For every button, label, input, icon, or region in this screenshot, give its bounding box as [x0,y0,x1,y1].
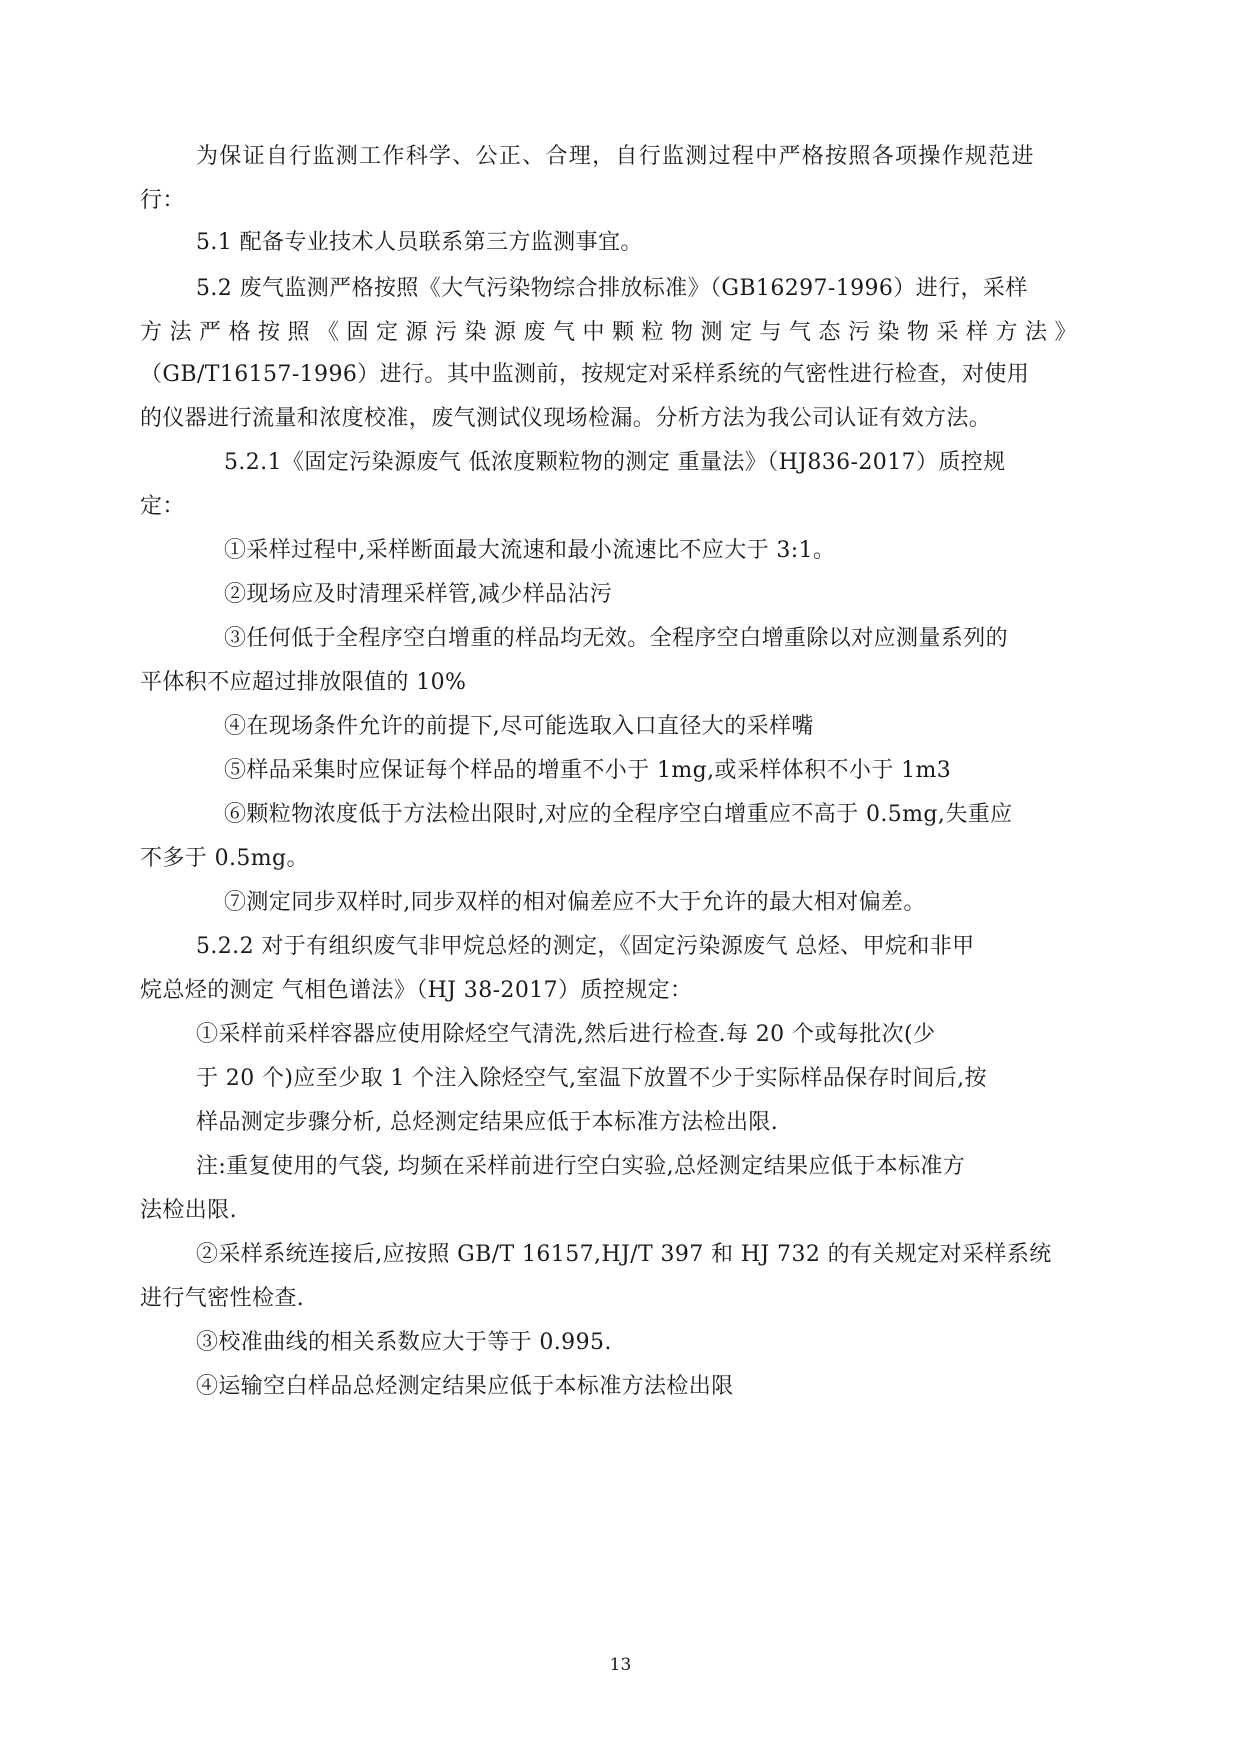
paragraph-line: 行： [140,188,185,213]
paragraph-line: 法检出限. [140,1198,237,1223]
paragraph-line: 5.2.1《固定污染源废气 低浓度颗粒物的测定 重量法》（HJ836-2017）质控规 [224,450,1006,475]
paragraph-line: ④运输空白样品总烃测定结果应低于本标准方法检出限 [196,1374,734,1399]
paragraph-line: ⑦测定同步双样时,同步双样的相对偏差应不大于允许的最大相对偏差。 [224,890,926,915]
paragraph-line: ②采样系统连接后,应按照 GB/T 16157,HJ/T 397 和 HJ 732 的有关规定对采样系统 [196,1242,1052,1267]
paragraph-line: 进行气密性检查. [140,1286,305,1311]
paragraph-line: ①采样前采样容器应使用除烃空气清洗,然后进行检查.每 20 个或每批次(少 [196,1022,936,1047]
paragraph-line: 定： [140,494,185,519]
paragraph-line: 烷总烃的测定 气相色谱法》（HJ 38-2017）质控规定： [140,978,693,1003]
paragraph-line: ①采样过程中,采样断面最大流速和最小流速比不应大于 3:1。 [224,538,836,563]
paragraph-line: （GB/T16157-1996）进行。其中监测前，按规定对采样系统的气密性进行检查，对使用 [140,362,1030,387]
paragraph-line: 于 20 个)应至少取 1 个注入除烃空气,室温下放置不少于实际样品保存时间后,按 [196,1066,987,1091]
paragraph-line: 不多于 0.5mg。 [140,846,309,871]
paragraph-line: ⑤样品采集时应保证每个样品的增重不小于 1mg,或采样体积不小于 1m3 [224,758,952,783]
page-number: 13 [609,1655,632,1675]
paragraph-line: 的仪器进行流量和浓度校准，废气测试仪现场检漏。分析方法为我公司认证有效方法。 [140,406,992,431]
paragraph-line: 平体积不应超过排放限值的 10% [140,670,467,695]
paragraph-line: 5.2 废气监测严格按照《大气污染物综合排放标准》（GB16297-1996）进行，采样 [196,276,1028,301]
paragraph-line: ②现场应及时清理采样管,减少样品沾污 [224,582,613,607]
paragraph-line: ③任何低于全程序空白增重的样品均无效。全程序空白增重除以对应测量系列的 [224,626,1009,651]
paragraph-line: ⑥颗粒物浓度低于方法检出限时,对应的全程序空白增重应不高于 0.5mg,失重应 [224,802,1013,827]
paragraph-line: 方法严格按照《固定源污染源废气中颗粒物测定与气态污染物采样方法》 [140,320,1085,345]
paragraph-line: 注:重复使用的气袋, 均频在采样前进行空白实验,总烃测定结果应低于本标准方 [196,1154,966,1179]
paragraph-line: ③校准曲线的相关系数应大于等于 0.995. [196,1330,612,1355]
paragraph-line: 样品测定步骤分析, 总烃测定结果应低于本标准方法检出限. [196,1110,779,1135]
paragraph-line: ④在现场条件允许的前提下,尽可能选取入口直径大的采样嘴 [224,714,814,739]
paragraph-line: 5.2.2 对于有组织废气非甲烷总烃的测定，《固定污染源废气 总烃、甲烷和非甲 [196,934,975,959]
paragraph-line: 为保证自行监测工作科学、公正、合理，自行监测过程中严格按照各项操作规范进 [196,144,1035,169]
paragraph-line: 5.1 配备专业技术人员联系第三方监测事宜。 [196,230,643,255]
